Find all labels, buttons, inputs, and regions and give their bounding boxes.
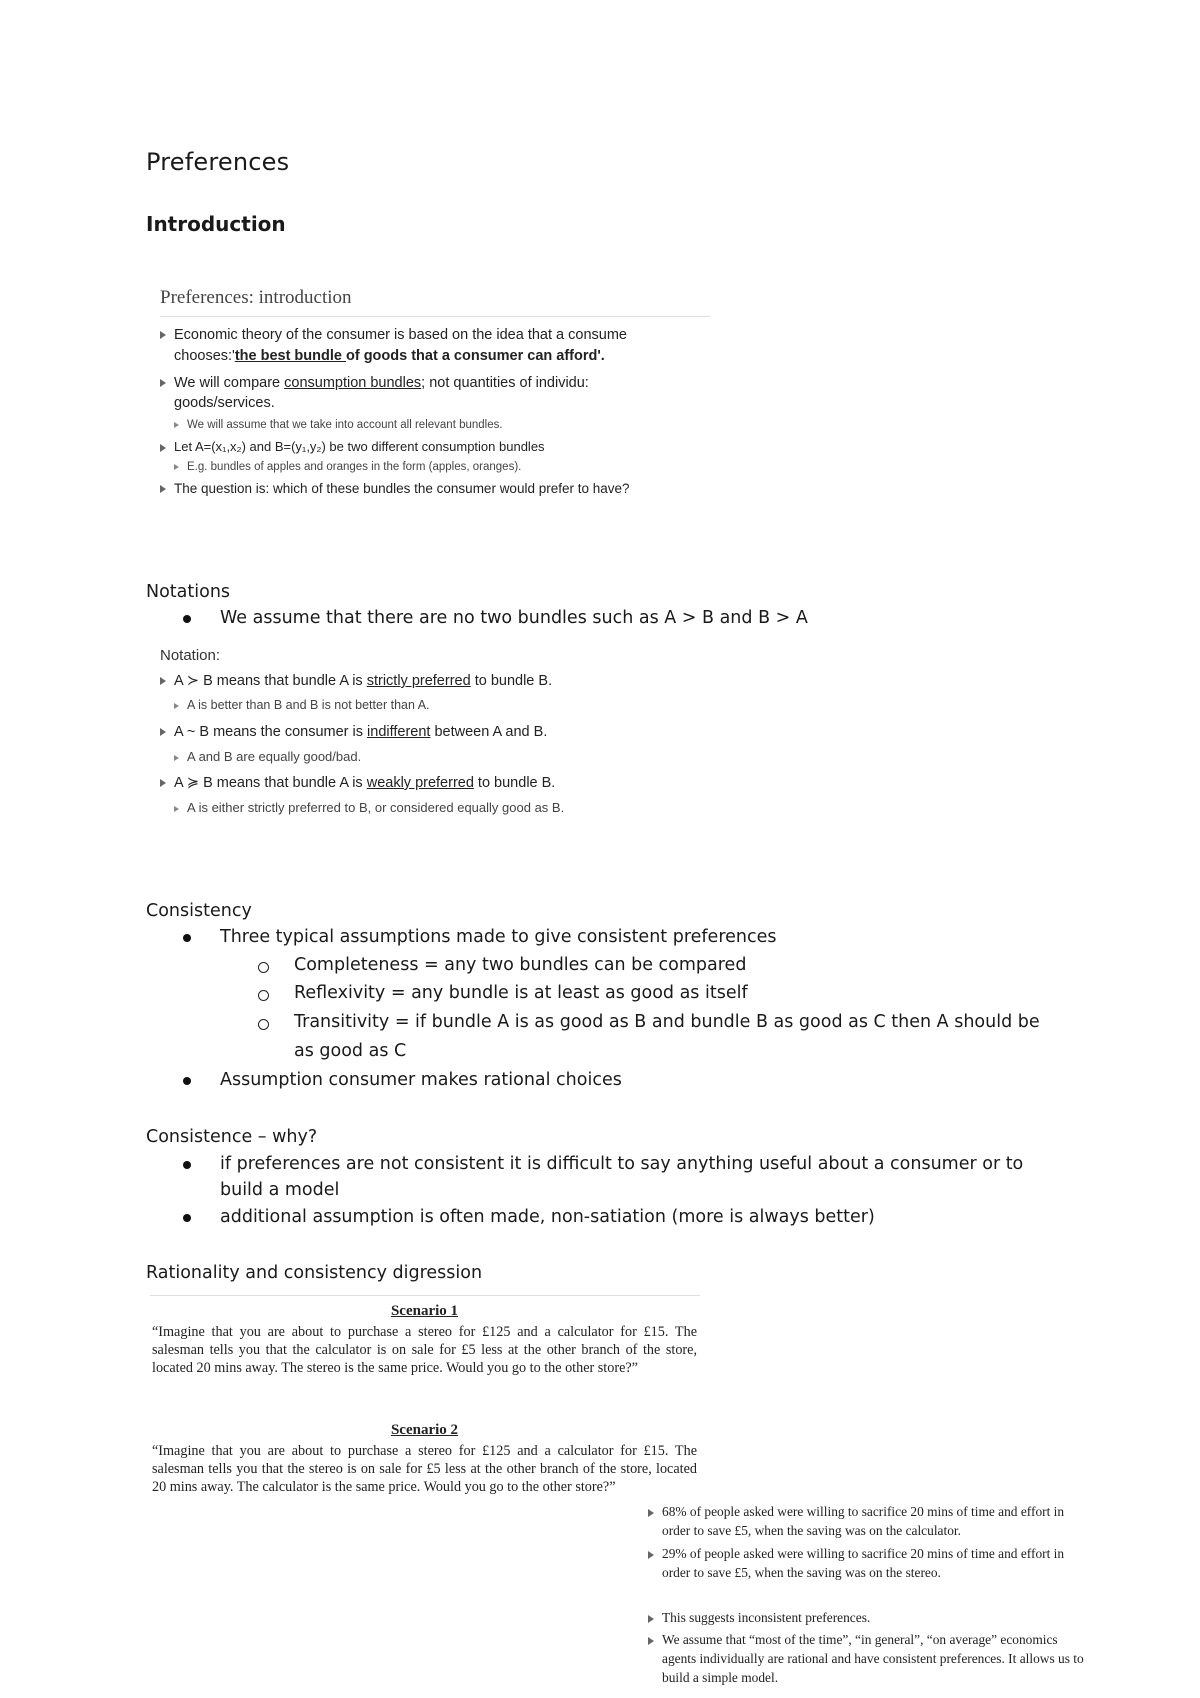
sub-bullet-circle-icon	[258, 1019, 269, 1030]
why-bullet-2: additional assumption is often made, non-satiation (more is always better)	[220, 1207, 875, 1227]
bullet-arrow-icon	[648, 1551, 654, 1559]
page-title: Preferences	[146, 148, 290, 176]
scenario-2-text: “Imagine that you are about to purchase a stereo for £125 and a calculator for £15. The salesman tells you that the stereo is on sale for £5 less at the other branch of the store, located 20 mins away. The calculator is the same price. Would you go to the other store?”	[152, 1443, 697, 1495]
bullet-arrow-icon	[160, 485, 166, 493]
sub-bullet-arrow-icon	[174, 422, 179, 428]
consistency-bullet-1: Three typical assumptions made to give consistent preferences	[220, 927, 777, 947]
notations-bullet-1: We assume that there are no two bundles such as A > B and B > A	[220, 608, 808, 628]
result-4-line3: build a simple model.	[662, 1670, 779, 1685]
result-1: 68% of people asked were willing to sacrifice 20 mins of time and effort in	[648, 1503, 1064, 1521]
scenario-1-text: “Imagine that you are about to purchase a stereo for £125 and a calculator for £15. The salesman tells you that the calculator is on sale for £5 less at the other branch of the store, located 20 mins away. The stereo is the same price. Would you go to the other store?”	[152, 1324, 697, 1376]
bullet-arrow-icon	[160, 379, 166, 387]
why-heading: Consistence – why?	[146, 1127, 318, 1147]
slide2-sub-1: A is better than B and B is not better than A.	[174, 698, 430, 712]
result-3: This suggests inconsistent preferences.	[648, 1609, 870, 1627]
scenario-1-title: Scenario 1	[390, 1303, 459, 1319]
slide1-bullet-2: We will compare consumption bundles; not quantities of individu:	[160, 375, 589, 391]
slide2-line-3: A ≽ B means that bundle A is weakly preferred to bundle B.	[160, 775, 555, 791]
slide1-bullet-1-line2: chooses:'the best bundle of goods that a consumer can afford'.	[174, 348, 605, 364]
bullet-dot-icon	[183, 1077, 191, 1085]
result-4-line2: agents individually are rational and have consistent preferences. It allows us to	[662, 1651, 1084, 1666]
bullet-dot-icon	[183, 615, 191, 623]
slide2-sub-3: A is either strictly preferred to B, or considered equally good as B.	[174, 800, 564, 815]
slide1-title: Preferences: introduction	[160, 287, 352, 308]
slide1-bullet-1: Economic theory of the consumer is based on the idea that a consume	[160, 327, 627, 343]
bullet-dot-icon	[183, 934, 191, 942]
bullet-arrow-icon	[160, 728, 166, 736]
slide1-sub-2: E.g. bundles of apples and oranges in the form (apples, oranges).	[174, 461, 521, 473]
bullet-arrow-icon	[160, 331, 166, 339]
slide2-title: Notation:	[160, 647, 221, 664]
why-bullet-1-line2: build a model	[220, 1180, 340, 1200]
scenario-2	[152, 1421, 697, 1496]
why-bullet-1: if preferences are not consistent it is difficult to say anything useful about a consumer or to	[220, 1154, 1024, 1174]
bullet-dot-icon	[183, 1161, 191, 1169]
bullet-arrow-icon	[160, 677, 166, 685]
sub-bullet-arrow-icon	[174, 464, 179, 470]
slide1-bullet-2-line2: goods/services.	[174, 395, 275, 411]
slide2-sub-2: A and B are equally good/bad.	[174, 749, 361, 764]
notations-heading: Notations	[146, 582, 231, 602]
result-4: We assume that “most of the time”, “in general”, “on average” economics	[648, 1631, 1058, 1649]
slide-notation	[158, 645, 678, 830]
slide2-line-2: A ~ B means the consumer is indifferent between A and B.	[160, 724, 547, 740]
consistency-sub-3-line2: as good as C	[294, 1041, 407, 1061]
result-2-line2: order to save £5, when the saving was on the stereo.	[662, 1565, 941, 1580]
bullet-arrow-icon	[160, 779, 166, 787]
slide1-bullet-4: The question is: which of these bundles the consumer would prefer to have?	[160, 481, 630, 496]
consistency-sub-2: Reflexivity = any bundle is at least as good as itself	[294, 983, 748, 1003]
scenario-1	[152, 1302, 697, 1377]
consistency-sub-1: Completeness = any two bundles can be compared	[294, 955, 747, 975]
intro-heading: Introduction	[146, 212, 286, 236]
sub-bullet-arrow-icon	[174, 703, 179, 709]
slide1-bullet-3: Let A=(x₁,x₂) and B=(y₁,y₂) be two different consumption bundles	[160, 439, 545, 454]
bullet-arrow-icon	[160, 444, 166, 452]
sub-bullet-arrow-icon	[174, 755, 179, 761]
result-1-line2: order to save £5, when the saving was on the calculator.	[662, 1523, 961, 1538]
bullet-arrow-icon	[648, 1615, 654, 1623]
sub-bullet-circle-icon	[258, 990, 269, 1001]
consistency-sub-3: Transitivity = if bundle A is as good as B and bundle B as good as C then A should be	[294, 1012, 1040, 1032]
consistency-heading: Consistency	[146, 901, 252, 921]
result-2: 29% of people asked were willing to sacrifice 20 mins of time and effort in	[648, 1545, 1064, 1563]
slide2-line-1: A ≻ B means that bundle A is strictly preferred to bundle B.	[160, 673, 552, 689]
rationality-heading: Rationality and consistency digression	[146, 1263, 483, 1283]
bullet-arrow-icon	[648, 1637, 654, 1645]
bullet-arrow-icon	[648, 1509, 654, 1517]
scenario-2-title: Scenario 2	[390, 1422, 459, 1438]
sub-bullet-arrow-icon	[174, 806, 179, 812]
slide1-sub-1: We will assume that we take into account all relevant bundles.	[174, 419, 503, 431]
bullet-dot-icon	[183, 1214, 191, 1222]
slide-introduction	[158, 285, 714, 510]
consistency-bullet-2: Assumption consumer makes rational choices	[220, 1070, 622, 1090]
sub-bullet-circle-icon	[258, 962, 269, 973]
